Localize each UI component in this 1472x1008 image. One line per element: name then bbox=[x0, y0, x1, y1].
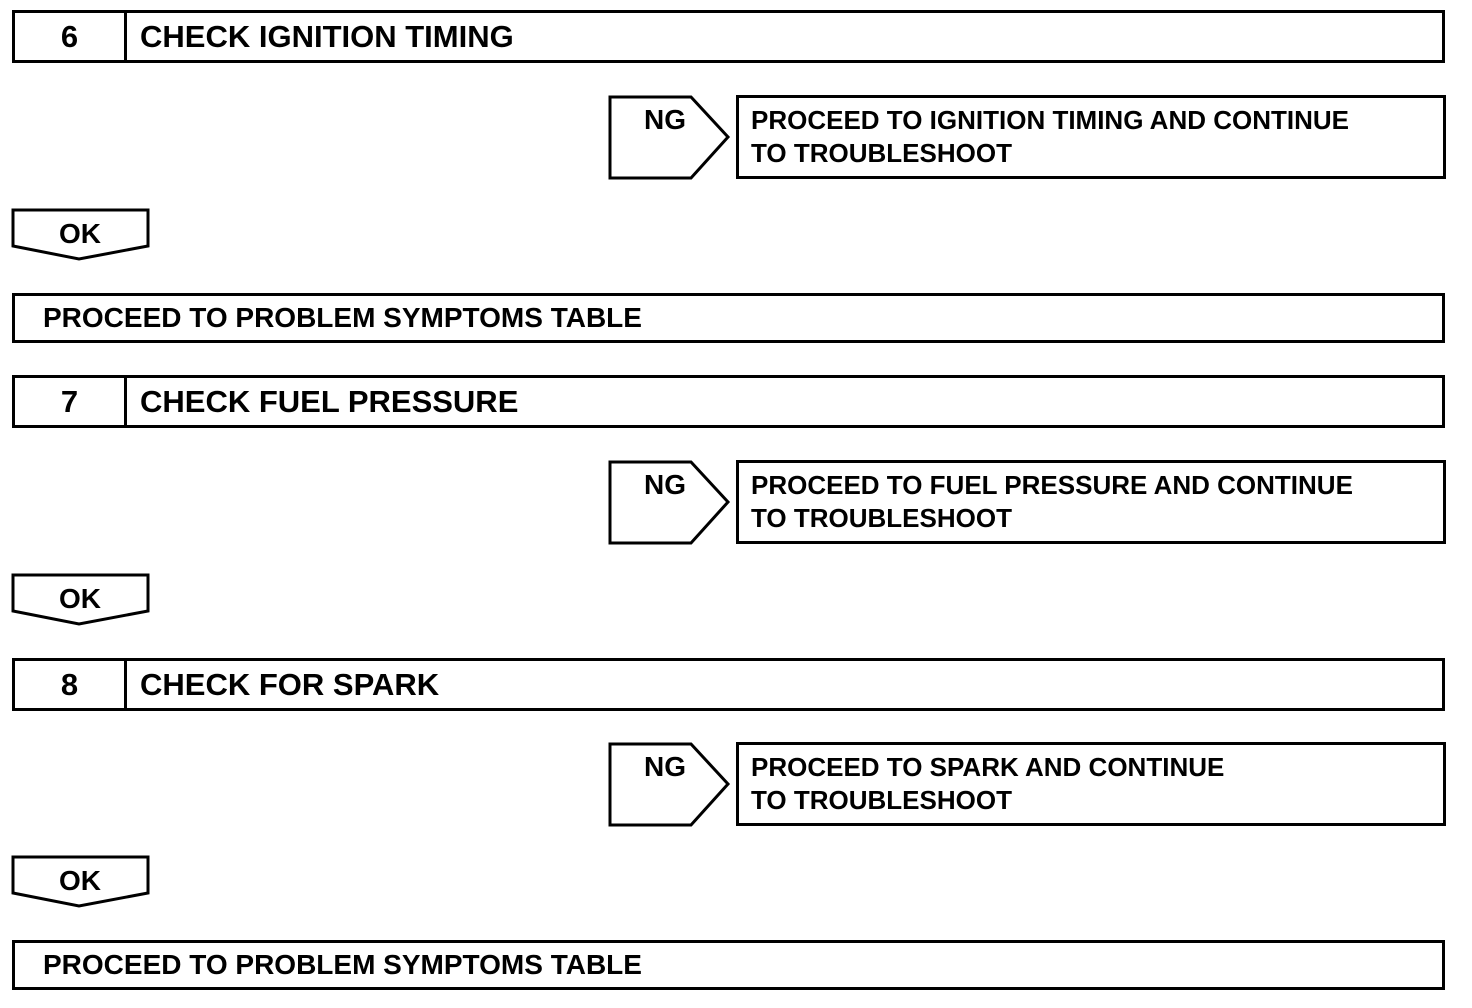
step-7-box bbox=[12, 375, 1445, 428]
step-8-ng-action-box bbox=[736, 742, 1446, 826]
step-7-number: 7 bbox=[15, 378, 127, 425]
step-6-box bbox=[12, 10, 1445, 63]
step-7-ng-action-box bbox=[736, 460, 1446, 544]
step-8-title: CHECK FOR SPARK bbox=[140, 666, 440, 702]
result-box-2 bbox=[12, 940, 1445, 990]
step-6-ok-label: OK bbox=[59, 218, 101, 249]
step-7-ng-action-line2: TO TROUBLESHOOT bbox=[751, 503, 1012, 533]
step-8-ok-label: OK bbox=[59, 865, 101, 896]
step-6-number: 6 bbox=[15, 13, 127, 60]
step-8-number: 8 bbox=[15, 661, 127, 708]
result-box-1 bbox=[12, 293, 1445, 343]
step-6-ng-label: NG bbox=[644, 104, 686, 135]
step-8-box bbox=[12, 658, 1445, 711]
step-6-ng-action-line2: TO TROUBLESHOOT bbox=[751, 138, 1012, 168]
result-box-1-text: PROCEED TO PROBLEM SYMPTOMS TABLE bbox=[43, 302, 642, 333]
step-8-ng-label: NG bbox=[644, 751, 686, 782]
step-6-ng-action-box bbox=[736, 95, 1446, 179]
step-8-ng-action-line1: PROCEED TO SPARK AND CONTINUE bbox=[751, 752, 1225, 782]
step-7-ok-label: OK bbox=[59, 583, 101, 614]
result-box-2-text: PROCEED TO PROBLEM SYMPTOMS TABLE bbox=[43, 949, 642, 980]
step-7-ng-label: NG bbox=[644, 469, 686, 500]
step-6-ng-action-line1: PROCEED TO IGNITION TIMING AND CONTINUE bbox=[751, 105, 1350, 135]
step-6-title: CHECK IGNITION TIMING bbox=[140, 18, 514, 54]
step-7-title: CHECK FUEL PRESSURE bbox=[140, 383, 519, 419]
step-7-ng-action-line1: PROCEED TO FUEL PRESSURE AND CONTINUE bbox=[751, 470, 1353, 500]
step-8-ng-action-line2: TO TROUBLESHOOT bbox=[751, 785, 1012, 815]
